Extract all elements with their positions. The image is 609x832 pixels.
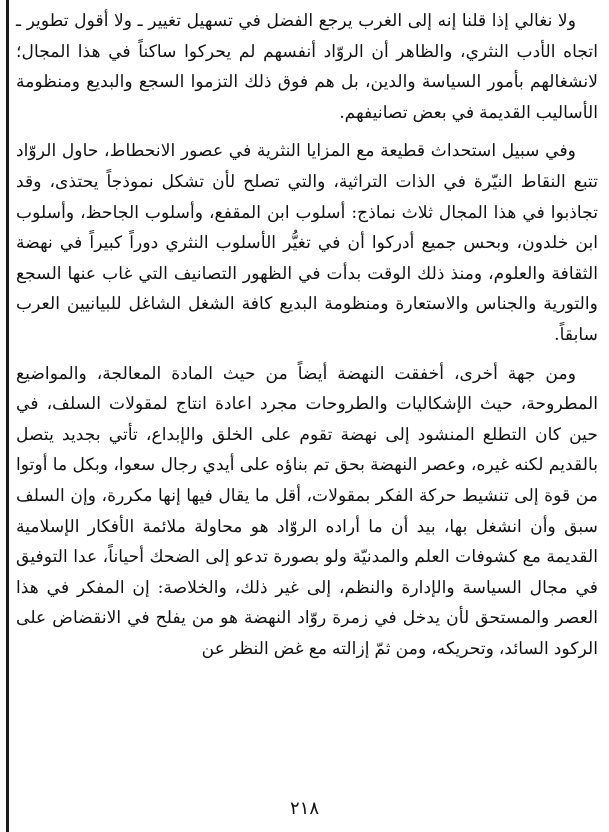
left-margin-rule [6,0,9,832]
paragraph-gap [16,128,598,136]
paragraph-gap [16,351,598,359]
paragraph-1: ولا نغالي إذا قلنا إنه إلى الغرب يرجع الفضل في تسهيل تغيير ـ ولا أقول تطوير ـ اتجاه الأدب النثري، والظاهر أن الروّاد أنفسهم لم يحركوا ساكناً في هذا المجال؛ لانشغالهم بأمور السياسة والدين، بل هم فوق ذلك التزموا السجع والبديع ومنظومة الأساليب القديمة في بعض تصانيفهم. [16,11,598,123]
paragraph-2: وفي سبيل استحداث قطيعة مع المزايا النثرية في عصور الانحطاط، حاول الروّاد تتبع النقاط النيّرة في الذات التراثية، والتي تصلح لأن تشكل نموذجاً يحتذى، وقد تجاذبوا في هذا المجال ثلاث نماذج: أسلوب ابن المقفع، وأسلوب الجاحظ، وأسلوب ابن خلدون، وبحس جميع أدركوا أن في تغيُّر الأسلوب النثري دوراً كبيراً في نهضة الثقافة والعلوم، ومنذ ذلك الوقت بدأت في الظهور التصانيف التي غاب عنها السجع والتورية والجناس والاستعارة ومنظومة البديع كافة الشغل الشاغل للبيانيين العرب سابقاً. [16,141,598,345]
paragraph-3: ومن جهة أخرى، أخفقت النهضة أيضاً من حيث المادة المعالجة، والمواضيع المطروحة، حيث الإشكاليات والطروحات مجرد اعادة انتاج لمقولات السلف، في حين كان التطلع المنشود إلى نهضة تقوم على الخلق والإبداع، تأتي بجديد يتصل بالقديم لكنه غيره، وعصر النهضة بحق تم بناؤه على أيدي رجال سعوا، وبكل ما أوتوا من قوة إلى تنشيط حركة الفكر بمقولات، أقل ما يقال فيها إنها مكررة، وإن السلف سبق وأن انشغل بها، بيد أن ما أراده الروّاد هو محاولة ملائمة الأفكار الإسلامية القديمة مع كشوفات العلم والمدنيّة ولو بصورة تدعو إلى الضحك أحياناً، عدا التوفيق في مجال السياسة والإدارة والنظم، إلى غير ذلك، والخلاصة: إن المفكر في هذا العصر والمستحق لأن يدخل في زمرة روّاد النهضة هو من يفلح في الانقضاض على الركود السائد، وتحريكه، ومن ثمّ إزالته مع غض النظر عن [16,363,598,659]
page-number: ٢١٨ [289,798,319,819]
document-page [16,6,598,664]
